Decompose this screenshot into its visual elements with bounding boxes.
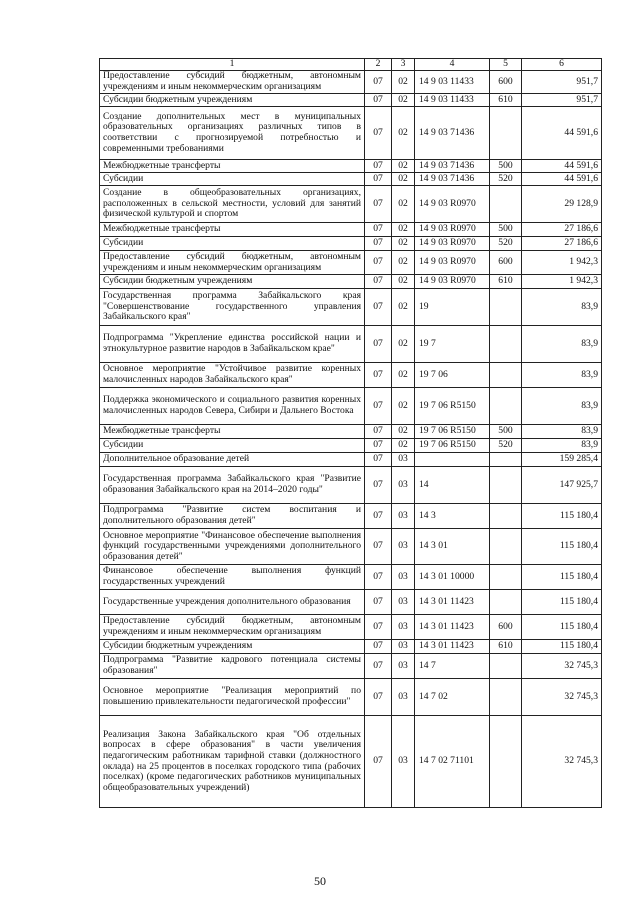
row-name-cell: Государственная программа Забайкальского края "Совершенствование государственного управления Забайкальского края" (100, 289, 365, 326)
table-header-row (100, 59, 602, 71)
expense-type-cell: 500 (490, 223, 522, 237)
target-article-cell: 14 9 03 71436 (415, 173, 490, 186)
amount-cell: 1 942,3 (522, 251, 602, 275)
subsection-code-cell: 02 (392, 388, 415, 425)
subsection-code-cell: 02 (392, 363, 415, 388)
expense-type-cell (490, 565, 522, 590)
table-row (100, 251, 602, 275)
expense-type-cell (490, 326, 522, 363)
table-row (100, 186, 602, 223)
amount-cell: 115 180,4 (522, 615, 602, 640)
amount-cell: 44 591,6 (522, 160, 602, 173)
subsection-code-cell: 02 (392, 107, 415, 160)
table-row (100, 590, 602, 615)
amount-cell: 115 180,4 (522, 590, 602, 615)
amount-cell: 27 186,6 (522, 237, 602, 251)
table-row (100, 289, 602, 326)
target-article-cell: 19 (415, 289, 490, 326)
amount-cell: 115 180,4 (522, 529, 602, 565)
column-header: 6 (522, 59, 602, 71)
amount-cell: 951,7 (522, 71, 602, 94)
row-name-cell: Субсидии бюджетным учреждениям (100, 94, 365, 107)
row-name-cell: Создание дополнительных мест в муниципальных образовательных организациях различных типов в соответствии с прогнозируемой потребностью и современными требованиями (100, 107, 365, 160)
table-row (100, 615, 602, 640)
expense-type-cell: 600 (490, 615, 522, 640)
subsection-code-cell: 03 (392, 654, 415, 679)
section-code-cell: 07 (365, 425, 392, 439)
expense-type-cell: 610 (490, 640, 522, 654)
target-article-cell: 14 9 03 R0970 (415, 186, 490, 223)
target-article-cell: 14 (415, 467, 490, 504)
target-article-cell: 19 7 06 R5150 (415, 388, 490, 425)
row-name-cell: Межбюджетные трансферты (100, 160, 365, 173)
section-code-cell: 07 (365, 275, 392, 289)
expense-type-cell (490, 388, 522, 425)
amount-cell: 147 925,7 (522, 467, 602, 504)
section-code-cell: 07 (365, 237, 392, 251)
expense-type-cell: 500 (490, 425, 522, 439)
table-row (100, 160, 602, 173)
row-name-cell: Субсидии бюджетным учреждениям (100, 275, 365, 289)
amount-cell: 44 591,6 (522, 107, 602, 160)
section-code-cell: 07 (365, 251, 392, 275)
section-code-cell: 07 (365, 173, 392, 186)
target-article-cell: 14 7 (415, 654, 490, 679)
target-article-cell: 14 7 02 71101 (415, 716, 490, 808)
target-article-cell: 14 9 03 71436 (415, 160, 490, 173)
expense-type-cell: 600 (490, 251, 522, 275)
expense-type-cell (490, 289, 522, 326)
budget-table-container (99, 58, 601, 808)
subsection-code-cell: 03 (392, 504, 415, 529)
target-article-cell: 14 3 01 11423 (415, 615, 490, 640)
section-code-cell: 07 (365, 590, 392, 615)
target-article-cell: 14 3 01 (415, 529, 490, 565)
amount-cell: 83,9 (522, 388, 602, 425)
section-code-cell: 07 (365, 439, 392, 453)
amount-cell: 951,7 (522, 94, 602, 107)
amount-cell: 115 180,4 (522, 504, 602, 529)
expense-type-cell (490, 504, 522, 529)
table-row (100, 529, 602, 565)
amount-cell: 83,9 (522, 289, 602, 326)
row-name-cell: Государственные учреждения дополнительного образования (100, 590, 365, 615)
row-name-cell: Предоставление субсидий бюджетным, автономным учреждениям и иным некоммерческим организациям (100, 71, 365, 94)
expense-type-cell: 610 (490, 275, 522, 289)
table-row (100, 388, 602, 425)
subsection-code-cell: 02 (392, 71, 415, 94)
row-name-cell: Субсидии (100, 439, 365, 453)
target-article-cell: 14 9 03 R0970 (415, 237, 490, 251)
amount-cell: 83,9 (522, 363, 602, 388)
subsection-code-cell: 02 (392, 237, 415, 251)
amount-cell: 83,9 (522, 439, 602, 453)
section-code-cell: 07 (365, 654, 392, 679)
subsection-code-cell: 02 (392, 223, 415, 237)
expense-type-cell (490, 467, 522, 504)
row-name-cell: Финансовое обеспечение выполнения функций государственных учреждений (100, 565, 365, 590)
expense-type-cell: 500 (490, 160, 522, 173)
subsection-code-cell: 03 (392, 565, 415, 590)
section-code-cell: 07 (365, 326, 392, 363)
expense-type-cell (490, 590, 522, 615)
row-name-cell: Реализация Закона Забайкальского края "Об отдельных вопросах в сфере образования" в части увеличения педагогическим работникам тарифной ставки (должностного оклада) на 25 процентов в поселках городского типа (рабочих поселках) (кроме педагогических работников муниципальных общеобразовательных учреждений) (100, 716, 365, 808)
amount-cell: 83,9 (522, 425, 602, 439)
expense-type-cell: 600 (490, 71, 522, 94)
page-number: 50 (314, 874, 326, 888)
target-article-cell: 14 9 03 R0970 (415, 223, 490, 237)
subsection-code-cell: 02 (392, 160, 415, 173)
subsection-code-cell: 02 (392, 173, 415, 186)
subsection-code-cell: 02 (392, 289, 415, 326)
table-row (100, 237, 602, 251)
expense-type-cell (490, 716, 522, 808)
expense-type-cell (490, 654, 522, 679)
section-code-cell: 07 (365, 388, 392, 425)
table-row (100, 640, 602, 654)
target-article-cell: 14 3 01 11423 (415, 640, 490, 654)
table-row (100, 716, 602, 808)
amount-cell: 159 285,4 (522, 453, 602, 467)
section-code-cell: 07 (365, 529, 392, 565)
table-row (100, 326, 602, 363)
section-code-cell: 07 (365, 565, 392, 590)
row-name-cell: Предоставление субсидий бюджетным, автономным учреждениям и иным некоммерческим организациям (100, 615, 365, 640)
table-row (100, 439, 602, 453)
amount-cell: 27 186,6 (522, 223, 602, 237)
row-name-cell: Субсидии бюджетным учреждениям (100, 640, 365, 654)
expense-type-cell: 610 (490, 94, 522, 107)
section-code-cell: 07 (365, 716, 392, 808)
table-row (100, 504, 602, 529)
table-row (100, 71, 602, 94)
table-row (100, 467, 602, 504)
row-name-cell: Государственная программа Забайкальского края "Развитие образования Забайкальского края на 2014–2020 годы" (100, 467, 365, 504)
table-row (100, 223, 602, 237)
row-name-cell: Субсидии (100, 237, 365, 251)
table-row (100, 679, 602, 716)
expense-type-cell (490, 363, 522, 388)
expense-type-cell (490, 453, 522, 467)
subsection-code-cell: 02 (392, 425, 415, 439)
section-code-cell: 07 (365, 615, 392, 640)
expense-type-cell (490, 107, 522, 160)
subsection-code-cell: 03 (392, 467, 415, 504)
table-row (100, 654, 602, 679)
section-code-cell: 07 (365, 186, 392, 223)
amount-cell: 1 942,3 (522, 275, 602, 289)
amount-cell: 44 591,6 (522, 173, 602, 186)
subsection-code-cell: 03 (392, 716, 415, 808)
table-row (100, 107, 602, 160)
target-article-cell: 19 7 06 (415, 363, 490, 388)
target-article-cell: 14 9 03 11433 (415, 94, 490, 107)
subsection-code-cell: 02 (392, 439, 415, 453)
section-code-cell: 07 (365, 467, 392, 504)
section-code-cell: 07 (365, 289, 392, 326)
target-article-cell: 19 7 06 R5150 (415, 425, 490, 439)
column-header: 3 (392, 59, 415, 71)
subsection-code-cell: 02 (392, 326, 415, 363)
section-code-cell: 07 (365, 107, 392, 160)
amount-cell: 83,9 (522, 326, 602, 363)
table-row (100, 363, 602, 388)
table-row (100, 275, 602, 289)
expense-type-cell (490, 529, 522, 565)
row-name-cell: Подпрограмма "Развитие систем воспитания и дополнительного образования детей" (100, 504, 365, 529)
table-row (100, 425, 602, 439)
section-code-cell: 07 (365, 504, 392, 529)
amount-cell: 32 745,3 (522, 654, 602, 679)
amount-cell: 32 745,3 (522, 679, 602, 716)
column-header: 5 (490, 59, 522, 71)
target-article-cell (415, 453, 490, 467)
target-article-cell: 14 3 (415, 504, 490, 529)
column-header: 4 (415, 59, 490, 71)
amount-cell: 115 180,4 (522, 640, 602, 654)
section-code-cell: 07 (365, 363, 392, 388)
section-code-cell: 07 (365, 679, 392, 716)
expense-type-cell: 520 (490, 173, 522, 186)
column-header: 1 (100, 59, 365, 71)
amount-cell: 32 745,3 (522, 716, 602, 808)
expense-type-cell: 520 (490, 439, 522, 453)
row-name-cell: Создание в общеобразовательных организациях, расположенных в сельской местности, условий для занятий физической культурой и спортом (100, 186, 365, 223)
column-header: 2 (365, 59, 392, 71)
row-name-cell: Основное мероприятие "Финансовое обеспечение выполнения функций государственными учреждениями дополнительного образования детей" (100, 529, 365, 565)
budget-table (99, 58, 602, 808)
amount-cell: 29 128,9 (522, 186, 602, 223)
target-article-cell: 14 9 03 R0970 (415, 275, 490, 289)
subsection-code-cell: 03 (392, 529, 415, 565)
target-article-cell: 14 9 03 R0970 (415, 251, 490, 275)
expense-type-cell (490, 186, 522, 223)
target-article-cell: 14 3 01 11423 (415, 590, 490, 615)
section-code-cell: 07 (365, 223, 392, 237)
row-name-cell: Подпрограмма "Развитие кадрового потенциала системы образования" (100, 654, 365, 679)
subsection-code-cell: 03 (392, 640, 415, 654)
row-name-cell: Подпрограмма "Укрепление единства российской нации и этнокультурное развитие народов в Забайкальском крае" (100, 326, 365, 363)
target-article-cell: 14 7 02 (415, 679, 490, 716)
row-name-cell: Межбюджетные трансферты (100, 425, 365, 439)
row-name-cell: Субсидии (100, 173, 365, 186)
subsection-code-cell: 03 (392, 590, 415, 615)
row-name-cell: Основное мероприятие "Реализация мероприятий по повышению привлекательности педагогической профессии" (100, 679, 365, 716)
target-article-cell: 14 9 03 11433 (415, 71, 490, 94)
target-article-cell: 19 7 (415, 326, 490, 363)
table-row (100, 94, 602, 107)
table-row (100, 453, 602, 467)
section-code-cell: 07 (365, 640, 392, 654)
subsection-code-cell: 02 (392, 275, 415, 289)
section-code-cell: 07 (365, 160, 392, 173)
section-code-cell: 07 (365, 453, 392, 467)
row-name-cell: Основное мероприятие "Устойчивое развитие коренных малочисленных народов Забайкальского края" (100, 363, 365, 388)
subsection-code-cell: 02 (392, 251, 415, 275)
expense-type-cell: 520 (490, 237, 522, 251)
subsection-code-cell: 02 (392, 94, 415, 107)
subsection-code-cell: 03 (392, 679, 415, 716)
table-row (100, 565, 602, 590)
amount-cell: 115 180,4 (522, 565, 602, 590)
row-name-cell: Дополнительное образование детей (100, 453, 365, 467)
target-article-cell: 14 9 03 71436 (415, 107, 490, 160)
target-article-cell: 19 7 06 R5150 (415, 439, 490, 453)
section-code-cell: 07 (365, 71, 392, 94)
table-row (100, 173, 602, 186)
row-name-cell: Предоставление субсидий бюджетным, автономным учреждениям и иным некоммерческим организациям (100, 251, 365, 275)
subsection-code-cell: 03 (392, 453, 415, 467)
subsection-code-cell: 03 (392, 615, 415, 640)
target-article-cell: 14 3 01 10000 (415, 565, 490, 590)
row-name-cell: Поддержка экономического и социального развития коренных малочисленных народов Севера, Сибири и Дальнего Востока (100, 388, 365, 425)
row-name-cell: Межбюджетные трансферты (100, 223, 365, 237)
subsection-code-cell: 02 (392, 186, 415, 223)
expense-type-cell (490, 679, 522, 716)
section-code-cell: 07 (365, 94, 392, 107)
